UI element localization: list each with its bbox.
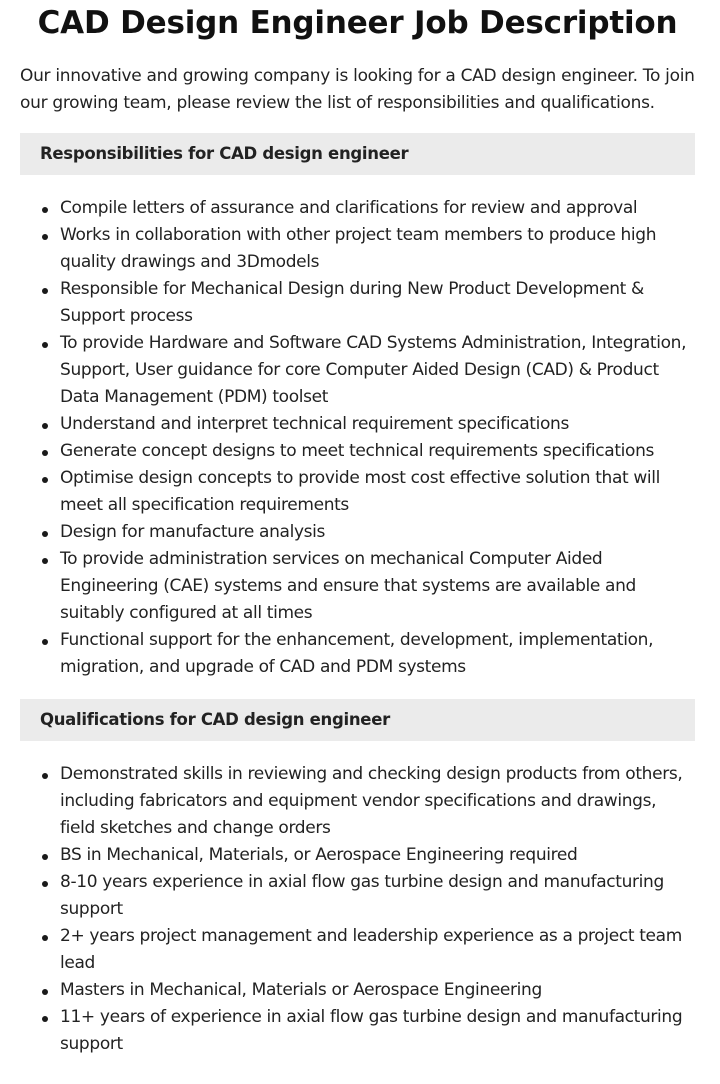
list-item: Works in collaboration with other project team members to produce high quality drawings and 3Dmodels: [20, 222, 695, 276]
list-item: Design for manufacture analysis: [20, 519, 695, 546]
list-item: 8-10 years experience in axial flow gas turbine design and manufacturing support: [20, 869, 695, 923]
list-item: BS in Mechanical, Materials, or Aerospace Engineering required: [20, 842, 695, 869]
qualifications-list: [20, 761, 695, 1058]
intro-paragraph: Our innovative and growing company is looking for a CAD design engineer. To join our growing team, please review the list of responsibilities and qualifications.: [20, 66, 695, 113]
list-item: Compile letters of assurance and clarifications for review and approval: [20, 195, 695, 222]
list-item: To provide Hardware and Software CAD Systems Administration, Integration, Support, User guidance for core Computer Aided Design (CAD) & Product Data Management (PDM) toolset: [20, 330, 695, 411]
list-item: To provide administration services on mechanical Computer Aided Engineering (CAE) systems and ensure that systems are available and suitably configured at all times: [20, 546, 695, 627]
list-item: Demonstrated skills in reviewing and checking design products from others, including fabricators and equipment vendor specifications and drawings, field sketches and change orders: [20, 761, 695, 842]
responsibilities-heading: Responsibilities for CAD design engineer: [20, 133, 695, 175]
list-item: 11+ years of experience in axial flow gas turbine design and manufacturing support: [20, 1004, 695, 1058]
list-item: Masters in Mechanical, Materials or Aerospace Engineering: [20, 977, 695, 1004]
job-description-page: [20, 0, 695, 1058]
list-item: Understand and interpret technical requirement specifications: [20, 411, 695, 438]
responsibilities-list: [20, 195, 695, 681]
list-item: Responsible for Mechanical Design during New Product Development & Support process: [20, 276, 695, 330]
qualifications-heading: Qualifications for CAD design engineer: [20, 699, 695, 741]
list-item: Functional support for the enhancement, development, implementation, migration, and upgrade of CAD and PDM systems: [20, 627, 695, 681]
list-item: Optimise design concepts to provide most cost effective solution that will meet all specification requirements: [20, 465, 695, 519]
list-item: 2+ years project management and leadership experience as a project team lead: [20, 923, 695, 977]
list-item: Generate concept designs to meet technical requirements specifications: [20, 438, 695, 465]
page-title: CAD Design Engineer Job Description: [37, 5, 678, 41]
